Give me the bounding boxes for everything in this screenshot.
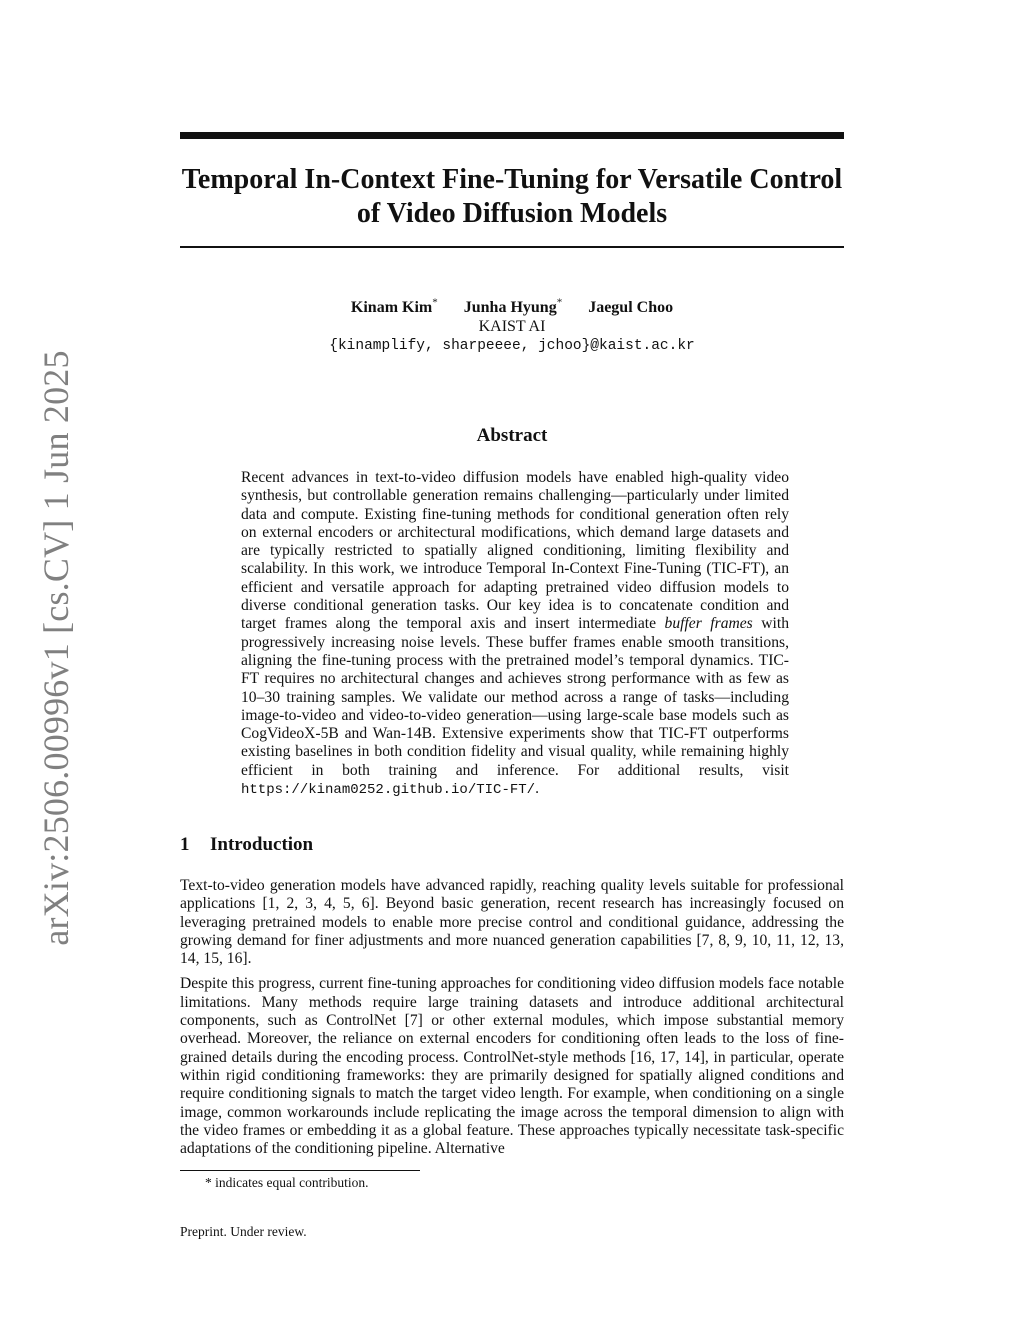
- author-block: [180, 294, 844, 356]
- paragraph: Despite this progress, current fine-tuning approaches for conditioning video diffusion models face notable limitations. Many methods require large training datasets and introduce additional architectural components, such as ControlNet [7] or other external modules, which impose substantial memory overhead. Moreover, the reliance on external encoders for conditioning often leads to the loss of fine-grained details during the encoding process. ControlNet-style methods [16, 17, 14], in particular, operate within rigid conditioning frameworks: they are primarily designed for spatially aligned conditions and require conditioning signals to match the target video length. For example, when conditioning on a single image, common workarounds include replicating the image across the temporal dimension to align with the video frames or embedding it as a global feature. These approaches typically necessitate task-specific adaptations of the conditioning pipeline. Alternative: [180, 975, 844, 1158]
- project-url-link[interactable]: https://kinam0252.github.io/TIC-FT/: [241, 782, 536, 799]
- abstract-text-part: Recent advances in text-to-video diffusion models have enabled high-quality video synthesis, but controllable generation remains challenging—particularly under limited data and compute. Existing fine-tuning methods for conditional generation often rely on external encoders or architectural modifications, which demand large datasets and are typically restricted to spatially aligned conditioning, limiting flexibility and scalability. In this work, we introduce Temporal In-Context Fine-Tuning (TIC-FT), an efficient and versatile approach for adapting pretrained video diffusion models to diverse conditional generation tasks. Our key idea is to concatenate condition and target frames along the temporal axis and insert intermediate: [241, 469, 789, 633]
- author: [588, 299, 673, 316]
- abstract-heading: Abstract: [476, 425, 548, 446]
- author-list: [180, 294, 844, 317]
- author-name: Kinam Kim: [350, 299, 433, 317]
- author-name: Jaegul Choo: [588, 299, 674, 317]
- abstract-text: [241, 469, 789, 799]
- equal-contribution-mark: *: [432, 297, 438, 309]
- title-top-rule: [180, 132, 844, 139]
- author-name: Junha Hyung: [463, 299, 557, 317]
- footnote-rule: [180, 1170, 420, 1171]
- abstract-text-end: .: [535, 780, 539, 798]
- footnote: * indicates equal contribution.: [205, 1175, 369, 1190]
- section-title: Introduction: [210, 834, 314, 855]
- page-footer: Preprint. Under review.: [180, 1224, 307, 1239]
- section-number: 1: [180, 834, 190, 855]
- abstract-emphasis: buffer frames: [664, 615, 753, 633]
- author: [464, 299, 562, 316]
- section-heading-introduction: [180, 834, 844, 856]
- paper-title: Temporal In-Context Fine-Tuning for Versatile Control of Video Diffusion Models: [181, 164, 843, 229]
- arxiv-identifier: arXiv:2506.00996v1 [cs.CV] 1 Jun 2025: [36, 350, 76, 946]
- introduction-body: [180, 877, 844, 1165]
- author: [351, 299, 438, 316]
- title-bottom-rule: [180, 246, 844, 248]
- paragraph: Text-to-video generation models have advanced rapidly, reaching quality levels suitable for professional applications [1, 2, 3, 4, 5, 6]. Beyond basic generation, recent research has increasingly focused on leveraging pretrained models to enable more precise control and conditional guidance, addressing the growing demand for finer adjustments and more nuanced generation capabilities [7, 8, 9, 10, 11, 12, 13, 14, 15, 16].: [180, 877, 844, 968]
- abstract-text-part: with progressively increasing noise levels. These buffer frames enable smooth transitions, aligning the fine-tuning process with the pretrained model’s temporal dynamics. TIC-FT requires no architectural changes and achieves strong performance with as few as 10–30 training samples. We validate our method across a range of tasks—including image-to-video and video-to-video generation—using large-scale base models such as CogVideoX-5B and Wan-14B. Extensive experiments show that TIC-FT outperforms existing baselines in both condition fidelity and visual quality, while remaining highly efficient in both training and inference. For additional results, visit: [241, 615, 789, 779]
- author-emails: {kinamplify, sharpeeee, jchoo}@kaist.ac.kr: [329, 338, 695, 355]
- equal-contribution-mark: *: [556, 297, 563, 309]
- affiliation: KAIST AI: [478, 318, 546, 336]
